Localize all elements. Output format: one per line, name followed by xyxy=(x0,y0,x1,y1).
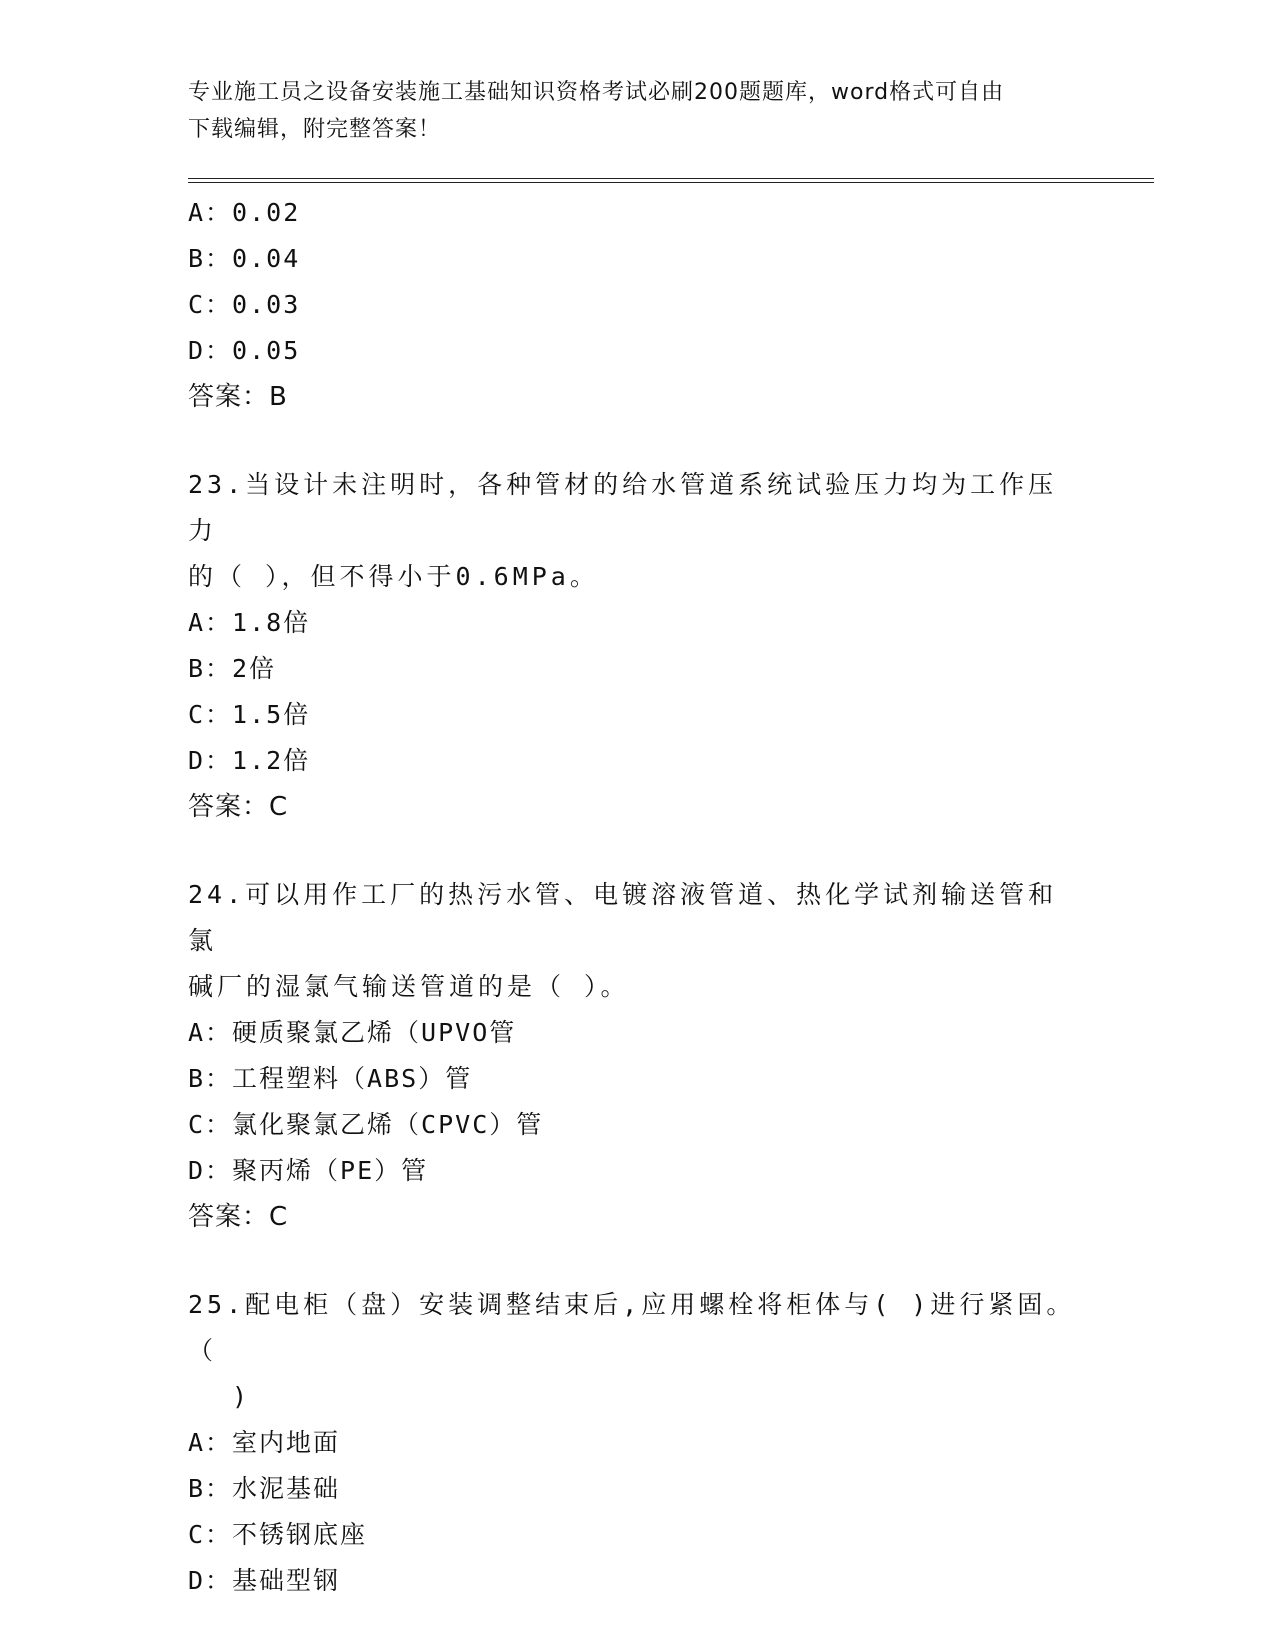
question-text xyxy=(188,1282,1078,1420)
option-b: B：0.04 xyxy=(188,244,301,273)
header-line-1: 专业施工员之设备安装施工基础知识资格考试必刷200题题库，word格式可自由 xyxy=(188,80,1005,105)
spacer xyxy=(188,830,1088,872)
option-b: B：水泥基础 xyxy=(188,1474,341,1503)
option-b: B：工程塑料（ABS）管 xyxy=(188,1064,473,1093)
option-a: A：室内地面 xyxy=(188,1428,341,1457)
option-a: A：硬质聚氯乙烯（UPVO管 xyxy=(188,1018,517,1047)
question-text-line-1: 23.当设计未注明时，各种管材的给水管道系统试验压力均为工作压力 xyxy=(188,470,1058,545)
question-text-line-2: 的（ ），但不得小于0.6MPa。 xyxy=(188,562,599,591)
question-22 xyxy=(188,190,1088,420)
answer-text: 答案：C xyxy=(188,1202,289,1232)
option-c: C：氯化聚氯乙烯（CPVC）管 xyxy=(188,1110,544,1139)
option-c: C：不锈钢底座 xyxy=(188,1520,368,1549)
question-list xyxy=(188,190,1088,1604)
answer-text: 答案：C xyxy=(188,792,289,822)
question-text-line-1: 25.配电柜（盘）安装调整结束后,应用螺栓将柜体与( )进行紧固。（ xyxy=(188,1290,1076,1365)
header-divider-bottom xyxy=(188,182,1154,183)
question-text-line-1: 24.可以用作工厂的热污水管、电镀溶液管道、热化学试剂输送管和氯 xyxy=(188,880,1058,955)
answer-text: 答案：B xyxy=(188,382,288,412)
question-24 xyxy=(188,872,1088,1240)
question-23 xyxy=(188,462,1088,830)
header-divider-top xyxy=(188,178,1154,179)
document-header xyxy=(188,74,1088,148)
option-d: D：基础型钢 xyxy=(188,1566,341,1595)
header-line-2: 下载编辑，附完整答案！ xyxy=(188,117,442,142)
option-a: A：1.8倍 xyxy=(188,608,311,637)
question-25 xyxy=(188,1282,1088,1604)
option-c: C：1.5倍 xyxy=(188,700,311,729)
question-text xyxy=(188,462,1078,600)
option-d: D：1.2倍 xyxy=(188,746,311,775)
option-b: B：2倍 xyxy=(188,654,277,683)
option-d: D：聚丙烯（PE）管 xyxy=(188,1156,429,1185)
question-text-line-2: ) xyxy=(232,1382,252,1411)
option-c: C：0.03 xyxy=(188,290,301,319)
option-a: A：0.02 xyxy=(188,198,301,227)
spacer xyxy=(188,1240,1088,1282)
spacer xyxy=(188,420,1088,462)
question-text xyxy=(188,872,1078,1010)
option-d: D：0.05 xyxy=(188,336,301,365)
question-text-line-2: 碱厂的湿氯气输送管道的是（ ）。 xyxy=(188,972,630,1001)
